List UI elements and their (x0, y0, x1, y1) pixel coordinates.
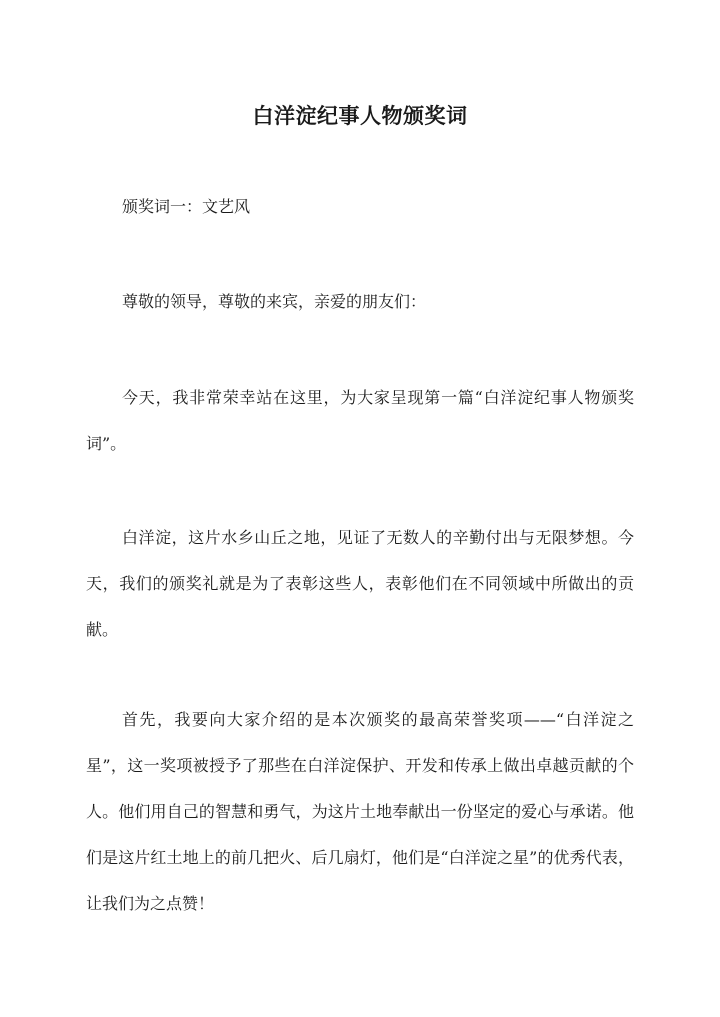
paragraph-baiyangdian: 白洋淀，这片水乡山丘之地，见证了无数人的辛勤付出与无限梦想。今天，我们的颁奖礼就是为了表彰这些人，表彰他们在不同领域中所做出的贡献。 (86, 528, 634, 639)
paragraph-award-star: 首先，我要向大家介绍的是本次颁奖的最高荣誉奖项——“白洋淀之星”，这一奖项被授予了那些在白洋淀保护、开发和传承上做出卓越贡献的个人。他们用自己的智慧和勇气，为这片土地奉献出一份坚定的爱心与承诺。他们是这片红土地上的前几把火、后几扇灯，他们是“白洋淀之星”的优秀代表，让我们为之点赞！ (86, 710, 634, 913)
paragraph-subtitle: 颁奖词一：文艺风 (122, 197, 251, 216)
paragraph-greeting: 尊敬的领导，尊敬的来宾，亲爱的朋友们： (122, 292, 427, 311)
document-title: 白洋淀纪事人物颁奖词 (252, 103, 468, 129)
paragraph-intro: 今天，我非常荣幸站在这里，为大家呈现第一篇“白洋淀纪事人物颁奖词”。 (86, 388, 634, 453)
